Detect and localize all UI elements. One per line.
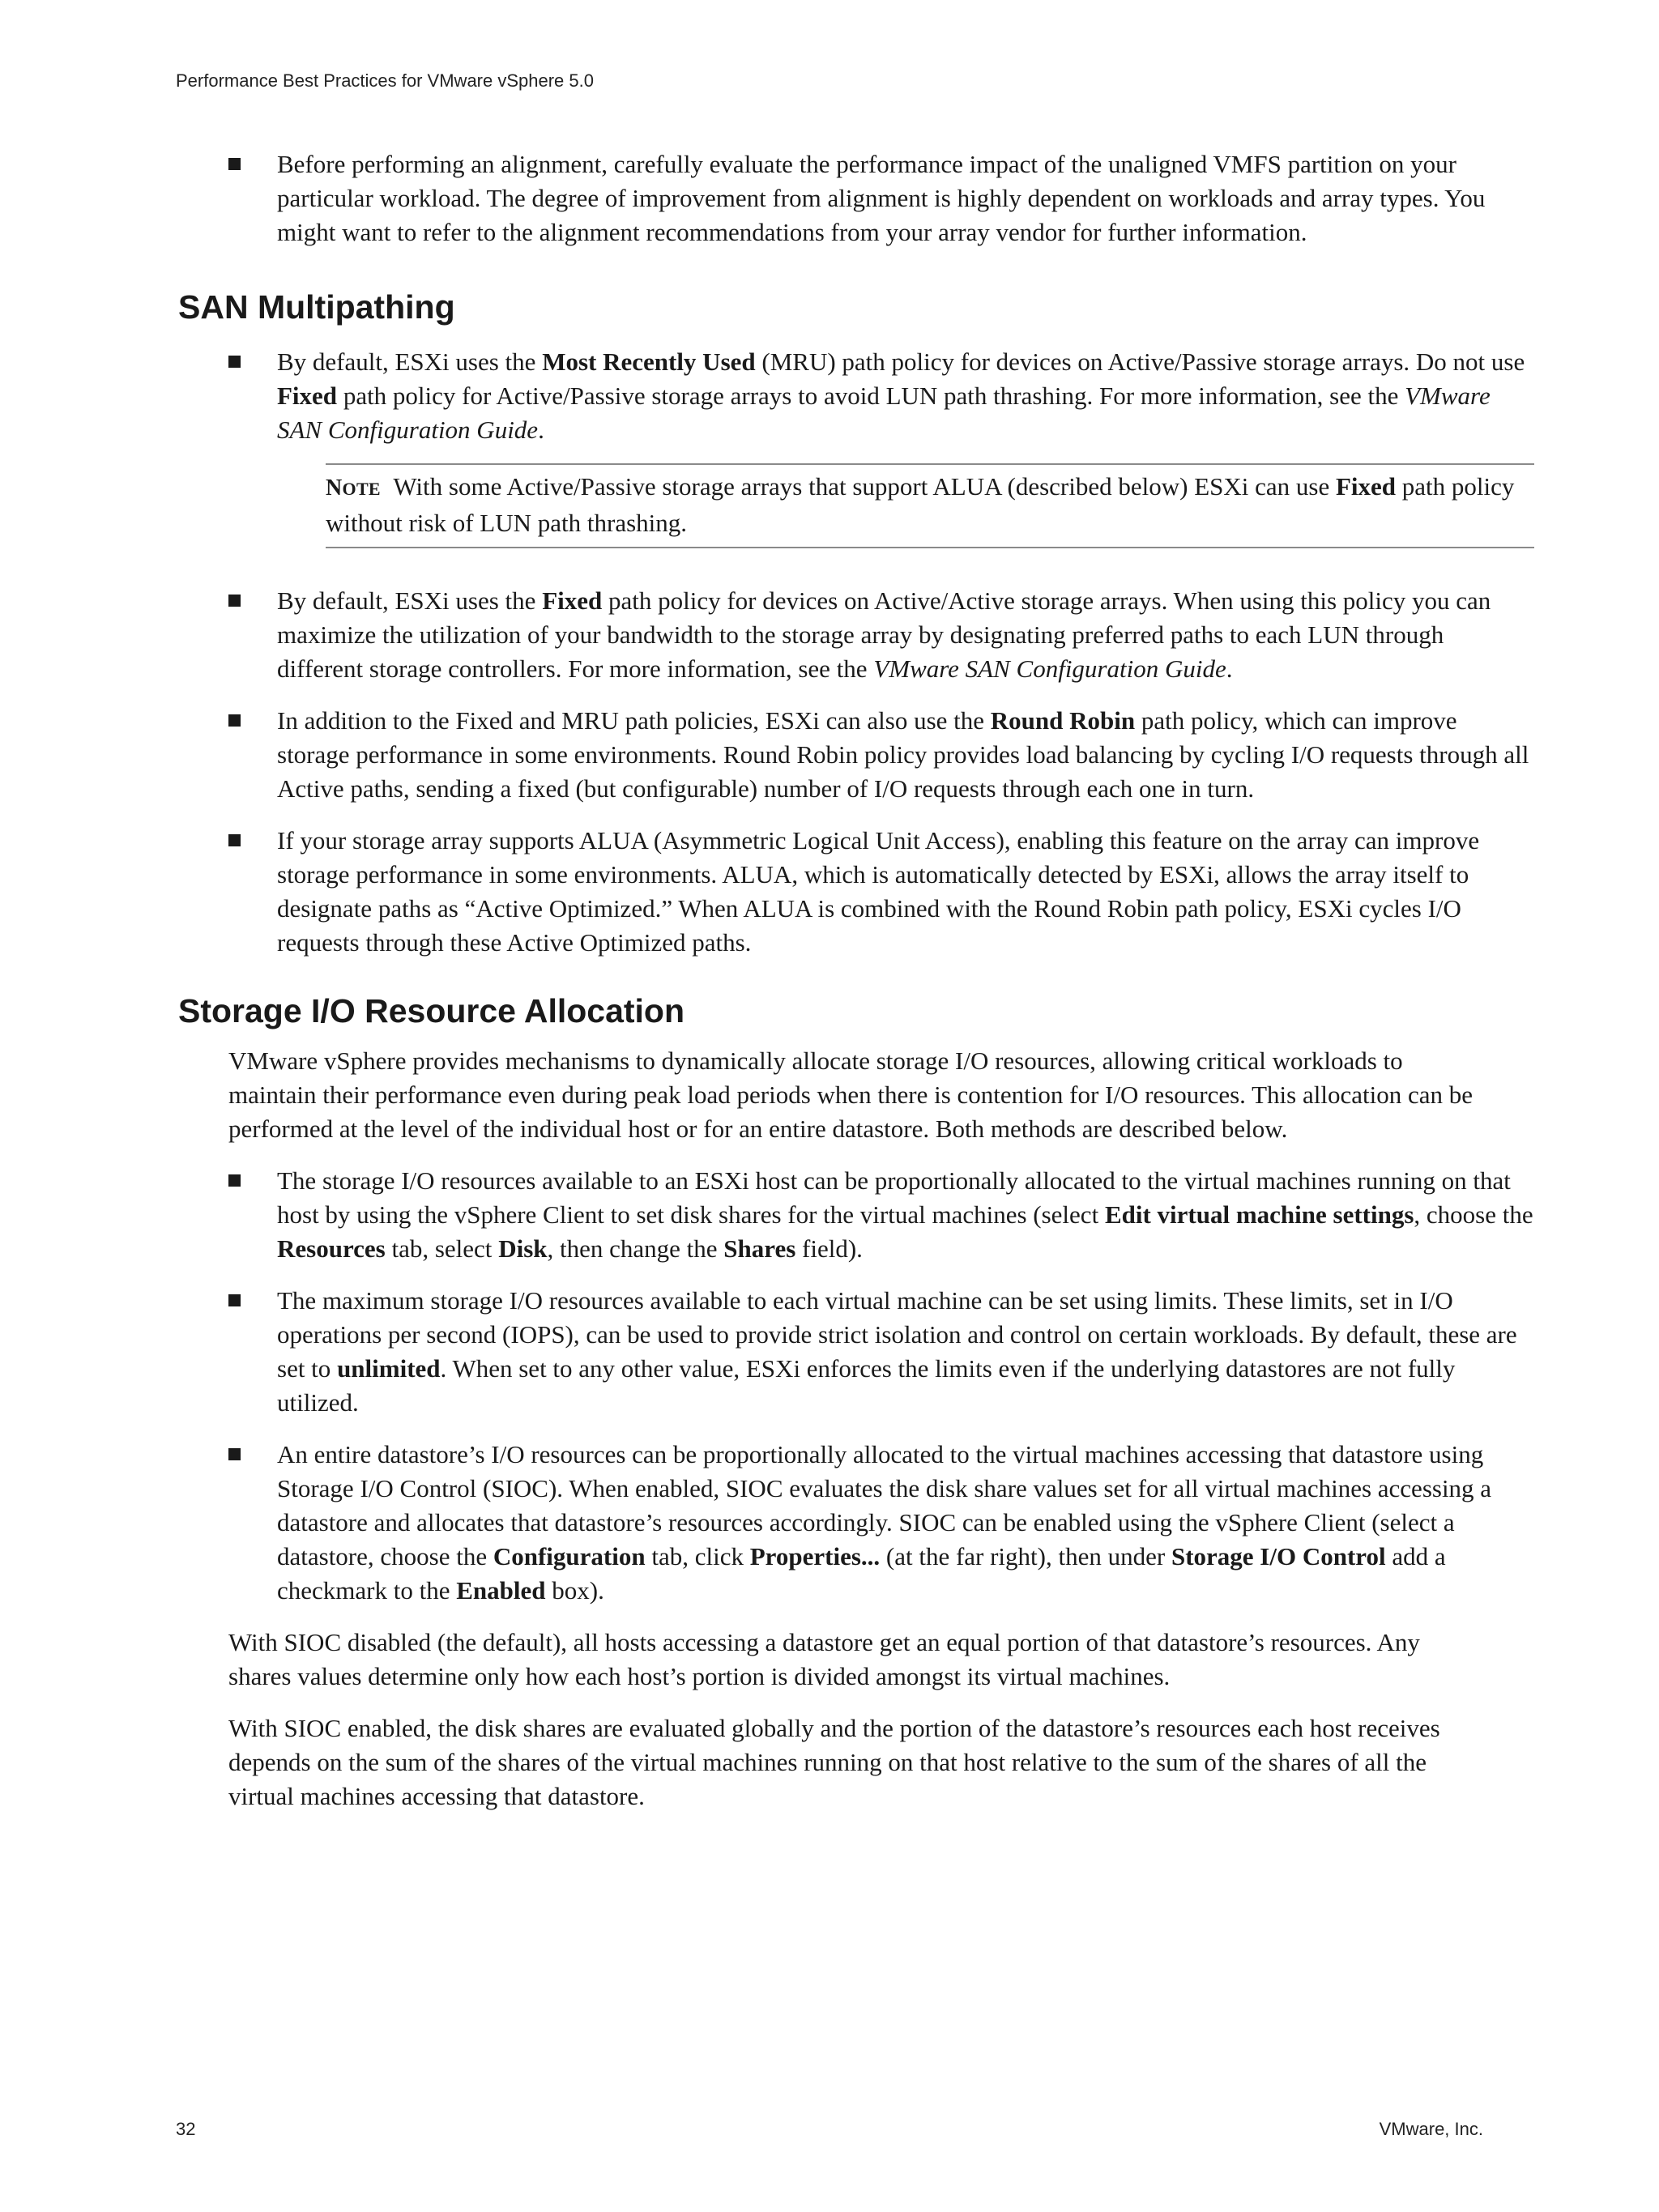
bold-term: Round Robin: [990, 706, 1136, 735]
bold-term: Configuration: [493, 1542, 646, 1571]
bullet-text: [277, 1286, 1517, 1417]
bold-term: Resources: [277, 1234, 386, 1263]
bold-term: Shares: [723, 1234, 796, 1263]
note-label-initial: N: [326, 475, 343, 501]
note-label-rest: OTE: [342, 479, 381, 499]
text-run: The storage I/O resources available to an ESXi host can be proportionally allocated to the virtual machines running on that host by using the vSphere Client to set disk shares for the virtual machines (select: [277, 1166, 1511, 1229]
list-item: [178, 1438, 1534, 1608]
page-number: 32: [176, 2119, 196, 2139]
guide-reference: VMware SAN Configuration Guide: [873, 654, 1226, 683]
list-item: [178, 345, 1534, 548]
text-run: The maximum storage I/O resources available to each virtual machine can be set using limits. These limits, set in I/O operations per second (IOPS), can be used to provide strict isolation and control on certain workloads. By default, these are set to: [277, 1286, 1517, 1383]
text-run: An entire datastore’s I/O resources can be proportionally allocated to the virtual machines accessing that datastore using Storage I/O Control (SIOC). When enabled, SIOC evaluates the disk share values set for all virtual machines accessing a datastore and allocates that datastore’s resources accordingly. SIOC can be enabled using the vSphere Client (select a datastore, choose the: [277, 1440, 1492, 1571]
bullet-text: If your storage array supports ALUA (Asymmetric Logical Unit Access), enabling this feature on the array can improve storage performance in some environments. ALUA, which is automatically detected by ESXi, allows the array itself to designate paths as “Active Optimized.” When ALUA is combined with the Round Robin path policy, ESXi cycles I/O requests through these Active Optimized paths.: [277, 826, 1480, 957]
list-item: [178, 824, 1534, 960]
company-name: VMware, Inc.: [1379, 2119, 1483, 2139]
bold-term: Fixed: [277, 381, 338, 410]
text-run: (at the far right), then under: [880, 1542, 1171, 1571]
bullet-text: [277, 706, 1529, 803]
bold-term: unlimited: [337, 1354, 441, 1383]
bullet-text: [277, 347, 1525, 444]
square-bullet-icon: [228, 1174, 241, 1187]
list-item: [178, 584, 1534, 686]
text-run: field).: [795, 1234, 863, 1263]
bold-term: Edit virtual machine settings: [1104, 1200, 1414, 1229]
text-run: .: [1226, 654, 1233, 683]
paragraph: VMware vSphere provides mechanisms to dynamically allocate storage I/O resources, allowing critical workloads to maintain their performance even during peak load periods when there is contention for I/O resources. This allocation can be performed at the level of the individual host or for an entire datastore. Both methods are described below.: [228, 1046, 1473, 1143]
bold-term: Storage I/O Control: [1171, 1542, 1386, 1571]
square-bullet-icon: [228, 595, 241, 607]
list-item: [178, 704, 1534, 806]
bullet-text: [277, 586, 1491, 683]
section-heading-storage-io: Storage I/O Resource Allocation: [178, 992, 685, 1029]
text-run: box).: [545, 1576, 604, 1605]
list-item: [178, 1164, 1534, 1266]
note-box: [326, 463, 1534, 548]
page-body: [178, 147, 1533, 1831]
bold-term: Most Recently Used: [542, 347, 756, 376]
text-run: path policy for devices on Active/Active storage arrays. When using this policy you can maximize the utilization of your bandwidth to the storage array by designating preferred paths to each LUN through different storage controllers. For more information, see the: [277, 586, 1491, 683]
text-run: path policy without risk of LUN path thrashing.: [326, 472, 1515, 537]
list-item: [178, 147, 1534, 249]
bullet-text: [277, 1166, 1533, 1263]
bold-term: Disk: [498, 1234, 548, 1263]
text-run: , then change the: [547, 1234, 724, 1263]
bullet-text: [277, 1440, 1491, 1605]
running-header: Performance Best Practices for VMware vSphere 5.0: [176, 70, 594, 91]
bullet-text: Before performing an alignment, carefully evaluate the performance impact of the unaligned VMFS partition on your particular workload. The degree of improvement from alignment is highly dependent on workloads and array types. You might want to refer to the alignment recommendations from your array vendor for further information.: [277, 150, 1486, 246]
square-bullet-icon: [228, 1448, 241, 1460]
bold-term: Fixed: [542, 586, 603, 615]
text-run: path policy for Active/Passive storage arrays to avoid LUN path thrashing. For more information, see the: [337, 381, 1405, 410]
square-bullet-icon: [228, 714, 241, 727]
square-bullet-icon: [228, 158, 241, 170]
square-bullet-icon: [228, 356, 241, 368]
text-run: By default, ESXi uses the: [277, 586, 543, 615]
bold-term: Fixed: [1335, 472, 1397, 501]
section-heading-san-multipathing: SAN Multipathing: [178, 288, 455, 326]
text-run: . When set to any other value, ESXi enforces the limits even if the underlying datastores are not fully utilized.: [277, 1354, 1456, 1417]
square-bullet-icon: [228, 1294, 241, 1306]
square-bullet-icon: [228, 834, 241, 846]
bold-term: Properties...: [749, 1542, 881, 1571]
paragraph: With SIOC enabled, the disk shares are evaluated globally and the portion of the datastore’s resources each host receives depends on the sum of the shares of the virtual machines running on that host relative to the sum of the shares of all the virtual machines accessing that datastore.: [228, 1714, 1440, 1810]
bold-term: Enabled: [456, 1576, 546, 1605]
text-run: In addition to the Fixed and MRU path policies, ESXi can also use the: [277, 706, 991, 735]
text-run: path policy, which can improve storage performance in some environments. Round Robin policy provides load balancing by cycling I/O requests through all Active paths, sending a fixed (but configurable) number of I/O requests through each one in turn.: [277, 706, 1529, 803]
paragraph: With SIOC disabled (the default), all hosts accessing a datastore get an equal portion of that datastore’s resources. Any shares values determine only how each host’s portion is divided amongst its virtual machines.: [228, 1628, 1420, 1690]
guide-reference: VMware SAN Configuration Guide: [277, 381, 1491, 444]
text-run: tab, click: [645, 1542, 750, 1571]
text-run: By default, ESXi uses the: [277, 347, 543, 376]
text-run: tab, select: [385, 1234, 499, 1263]
text-run: (MRU) path policy for devices on Active/Passive storage arrays. Do not use: [755, 347, 1525, 376]
note-label: [326, 475, 381, 501]
text-run: .: [538, 416, 544, 444]
text-run: With some Active/Passive storage arrays that support ALUA (described below) ESXi can use: [393, 472, 1336, 501]
text-run: , choose the: [1414, 1200, 1533, 1229]
list-item: [178, 1284, 1534, 1420]
text-run: add a checkmark to the: [277, 1542, 1446, 1605]
